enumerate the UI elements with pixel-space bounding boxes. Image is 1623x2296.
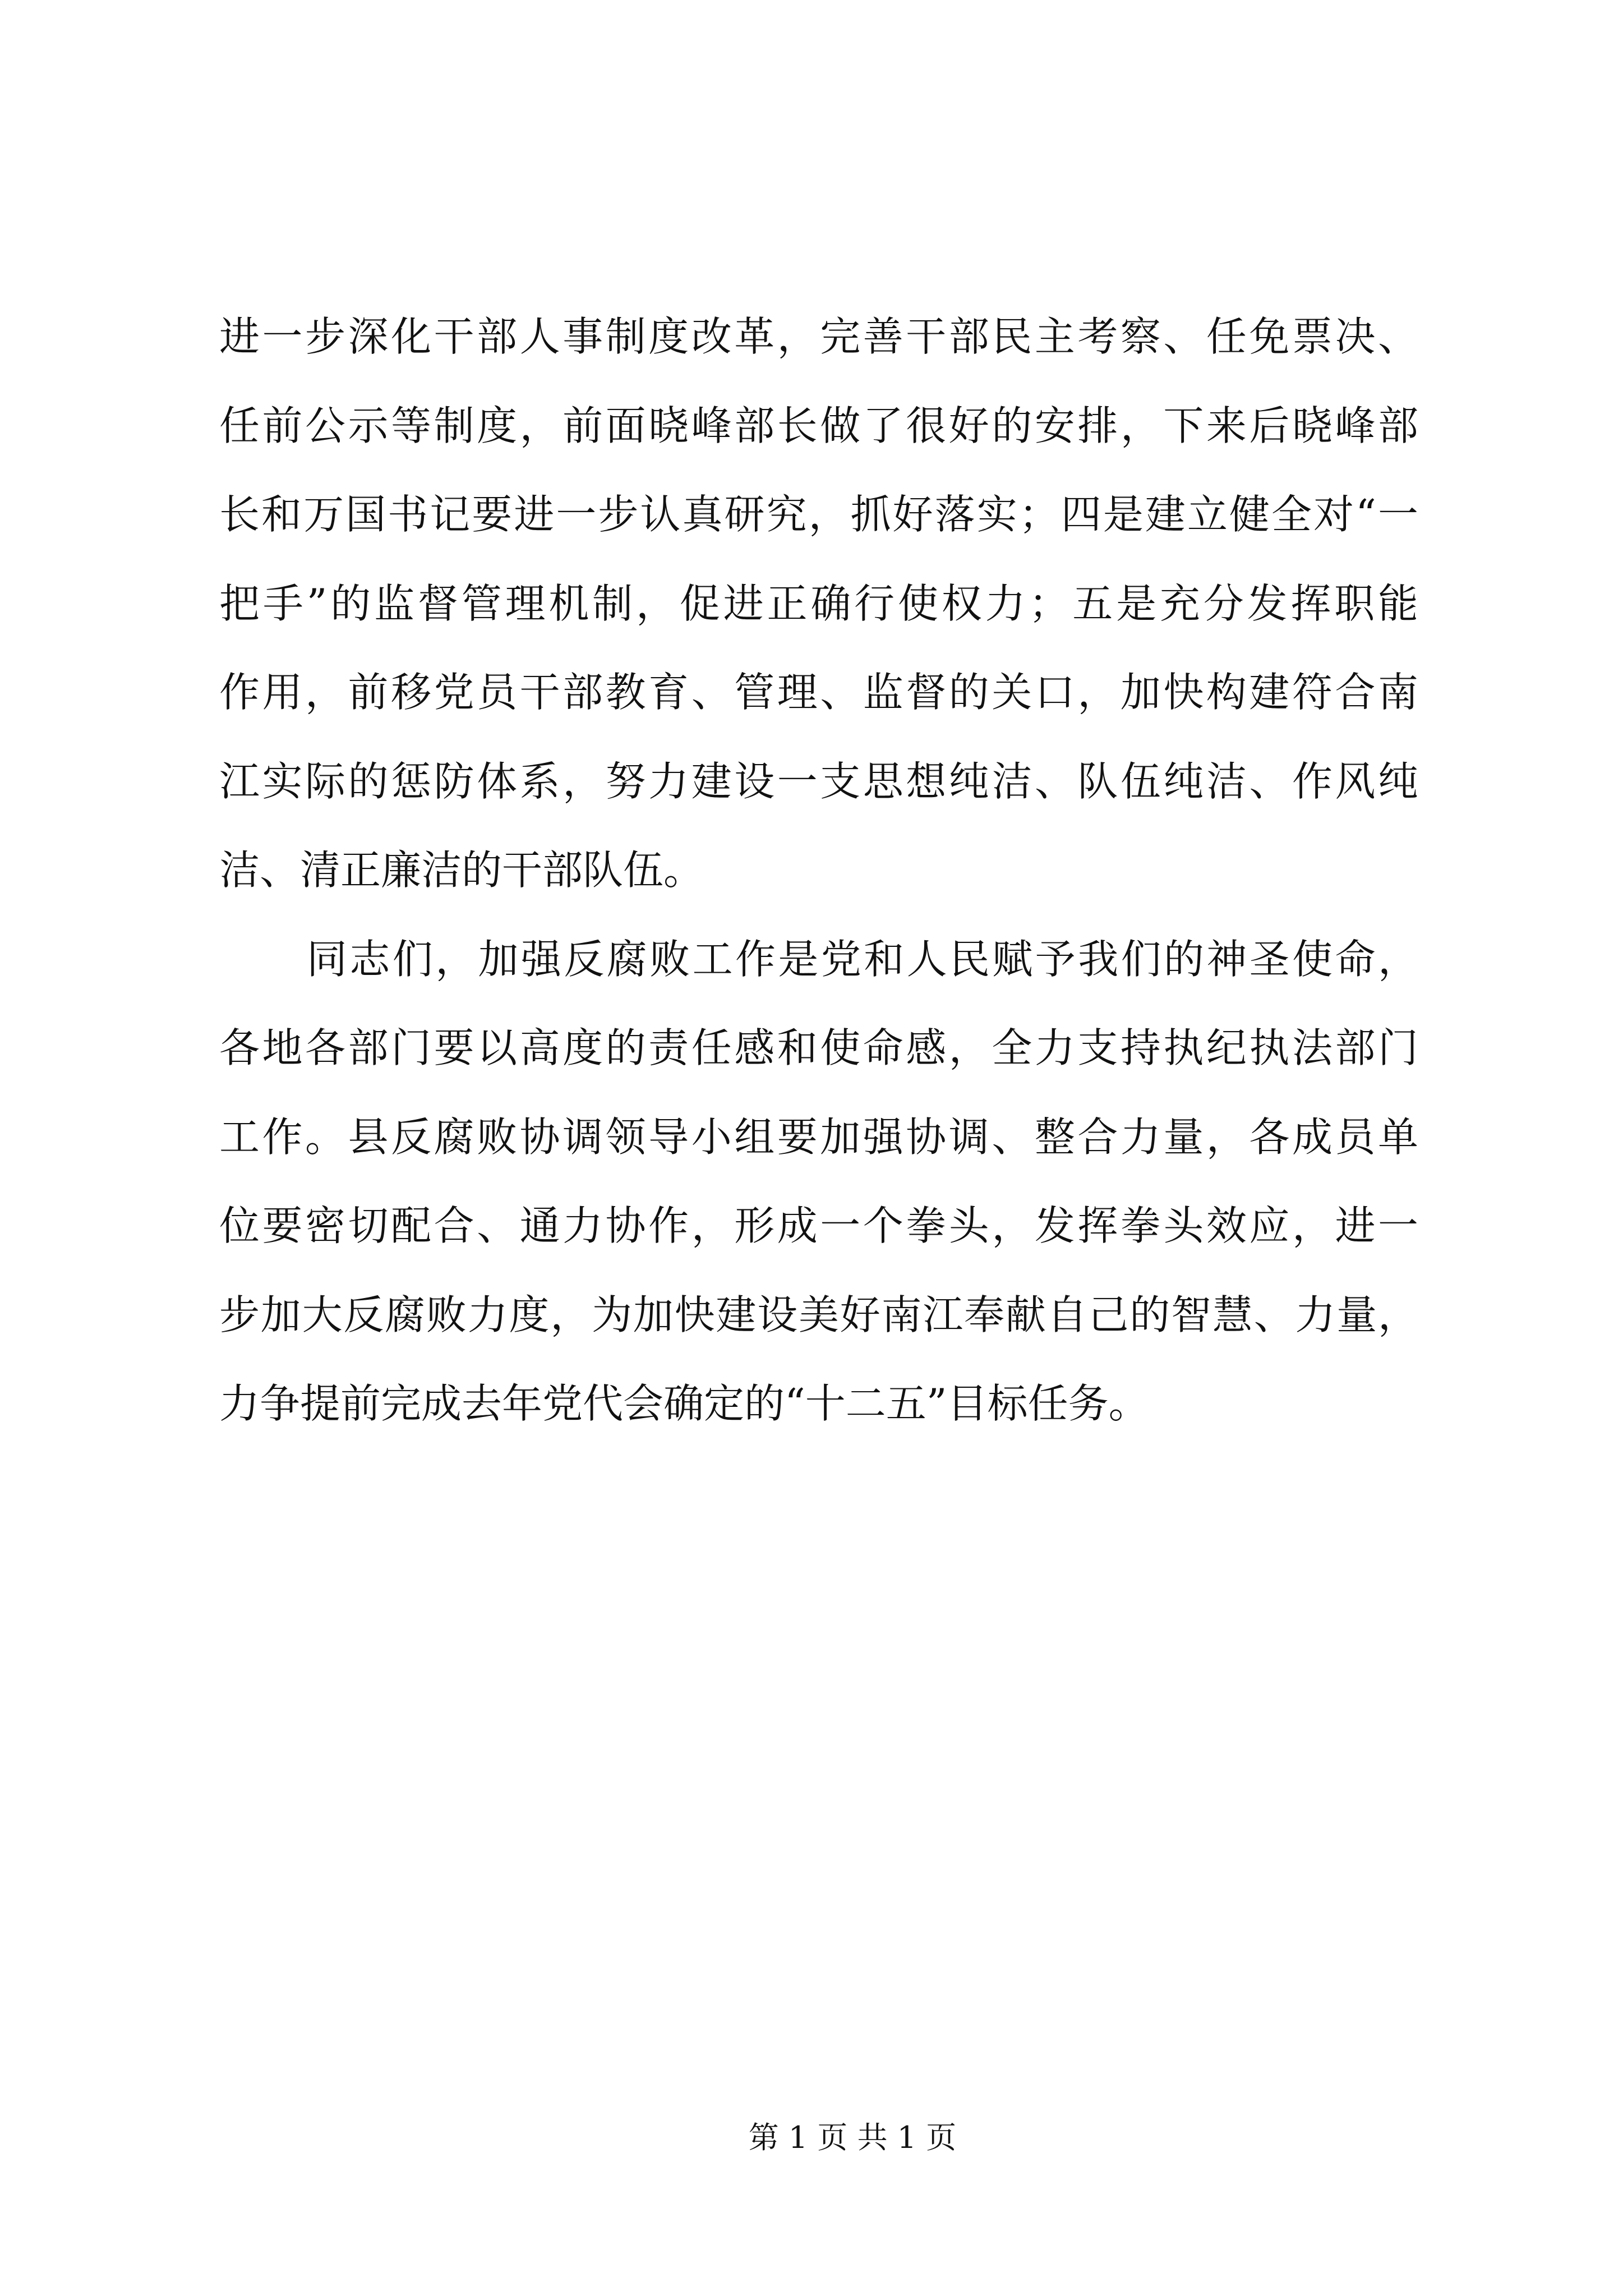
text-line: 位要密切配合、通力协作，形成一个拳头，发挥拳头效应，进一 xyxy=(219,1202,1418,1249)
text-line: 进一步深化干部人事制度改革，完善干部民主考察、任免票决、 xyxy=(219,313,1418,360)
text-line: 江实际的惩防体系，努力建设一支思想纯洁、队伍纯洁、作风纯 xyxy=(219,757,1418,805)
text-line: 工作。县反腐败协调领导小组要加强协调、整合力量，各成员单 xyxy=(219,1113,1418,1161)
text-line: 把手”的监督管理机制，促进正确行使权力；五是充分发挥职能 xyxy=(219,579,1418,627)
text-line: 步加大反腐败力度，为加快建设美好南江奉献自己的智慧、力量， xyxy=(219,1291,1418,1338)
text-line: 任前公示等制度，前面晓峰部长做了很好的安排，下来后晓峰部 xyxy=(219,402,1418,449)
text-line: 洁、清正廉洁的干部队伍。 xyxy=(219,846,704,894)
text-line: 力争提前完成去年党代会确定的“十二五”目标任务。 xyxy=(219,1380,1149,1427)
text-line: 作用，前移党员干部教育、管理、监督的关口，加快构建符合南 xyxy=(219,669,1418,716)
text-line: 各地各部门要以高度的责任感和使命感，全力支持执纪执法部门 xyxy=(219,1024,1418,1071)
text-line: 长和万国书记要进一步认真研究，抓好落实；四是建立健全对“一 xyxy=(219,491,1418,538)
paragraph-continued xyxy=(219,292,1418,915)
paragraph-closing xyxy=(219,915,1418,1448)
page-footer: 第 1 页 共 1 页 xyxy=(748,2120,957,2155)
document-body xyxy=(219,292,1418,1448)
text-line: 同志们，加强反腐败工作是党和人民赋予我们的神圣使命， xyxy=(307,935,1418,983)
